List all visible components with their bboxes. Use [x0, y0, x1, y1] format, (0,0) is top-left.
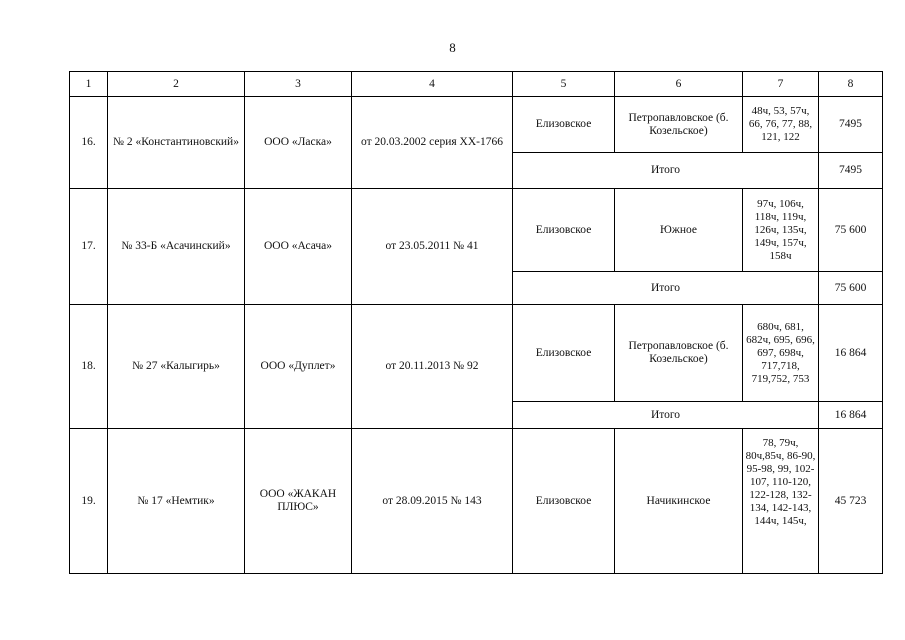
license-cell: от 20.03.2002 серия ХХ-1766	[352, 97, 513, 189]
table-row	[70, 429, 883, 574]
row-number-cell: 18.	[70, 305, 108, 429]
site-name-cell: № 2 «Константиновский»	[108, 97, 245, 189]
total-value-cell: 16 864	[819, 402, 883, 429]
license-cell: от 23.05.2011 № 41	[352, 189, 513, 305]
column-header: 3	[245, 72, 352, 97]
column-header: 1	[70, 72, 108, 97]
forestry-cell: Южное	[615, 189, 743, 272]
column-header: 4	[352, 72, 513, 97]
total-label-cell: Итого	[513, 272, 819, 305]
row-number-cell: 17.	[70, 189, 108, 305]
area-cell: 7495	[819, 97, 883, 153]
license-cell: от 28.09.2015 № 143	[352, 429, 513, 574]
total-label-cell: Итого	[513, 402, 819, 429]
site-name-cell: № 33-Б «Асачинский»	[108, 189, 245, 305]
organization-cell: ООО «Дуплет»	[245, 305, 352, 429]
forestry-cell: Начикинское	[615, 429, 743, 574]
organization-cell: ООО «ЖАКАН ПЛЮС»	[245, 429, 352, 574]
area-cell: 75 600	[819, 189, 883, 272]
blocks-cell: 680ч, 681, 682ч, 695, 696, 697, 698ч, 717,718, 719,752, 753	[743, 305, 819, 402]
forestry-cell: Петропавловское (б. Козельское)	[615, 97, 743, 153]
column-header: 6	[615, 72, 743, 97]
column-header: 7	[743, 72, 819, 97]
total-value-cell: 75 600	[819, 272, 883, 305]
column-header: 5	[513, 72, 615, 97]
column-header: 2	[108, 72, 245, 97]
district-cell: Елизовское	[513, 97, 615, 153]
page-number: 8	[449, 40, 456, 55]
table-row	[70, 189, 883, 272]
organization-cell: ООО «Ласка»	[245, 97, 352, 189]
district-cell: Елизовское	[513, 305, 615, 402]
total-value-cell: 7495	[819, 153, 883, 189]
district-cell: Елизовское	[513, 189, 615, 272]
row-number-cell: 19.	[70, 429, 108, 574]
area-cell: 45 723	[819, 429, 883, 574]
blocks-cell: 48ч, 53, 57ч, 66, 76, 77, 88, 121, 122	[743, 97, 819, 153]
forestry-cell: Петропавловское (б. Козельское)	[615, 305, 743, 402]
blocks-cell: 97ч, 106ч, 118ч, 119ч, 126ч, 135ч, 149ч, 157ч, 158ч	[743, 189, 819, 272]
table-row	[70, 97, 883, 153]
total-label-cell: Итого	[513, 153, 819, 189]
hunting-grounds-table	[69, 71, 883, 574]
blocks-cell: 78, 79ч, 80ч,85ч, 86-90, 95-98, 99, 102-107, 110-120, 122-128, 132-134, 142-143, 144ч, 145ч,	[743, 429, 819, 574]
site-name-cell: № 27 «Калыгирь»	[108, 305, 245, 429]
organization-cell: ООО «Асача»	[245, 189, 352, 305]
table-row	[70, 305, 883, 402]
table-header-row	[70, 72, 883, 97]
site-name-cell: № 17 «Немтик»	[108, 429, 245, 574]
license-cell: от 20.11.2013 № 92	[352, 305, 513, 429]
district-cell: Елизовское	[513, 429, 615, 574]
column-header: 8	[819, 72, 883, 97]
area-cell: 16 864	[819, 305, 883, 402]
row-number-cell: 16.	[70, 97, 108, 189]
